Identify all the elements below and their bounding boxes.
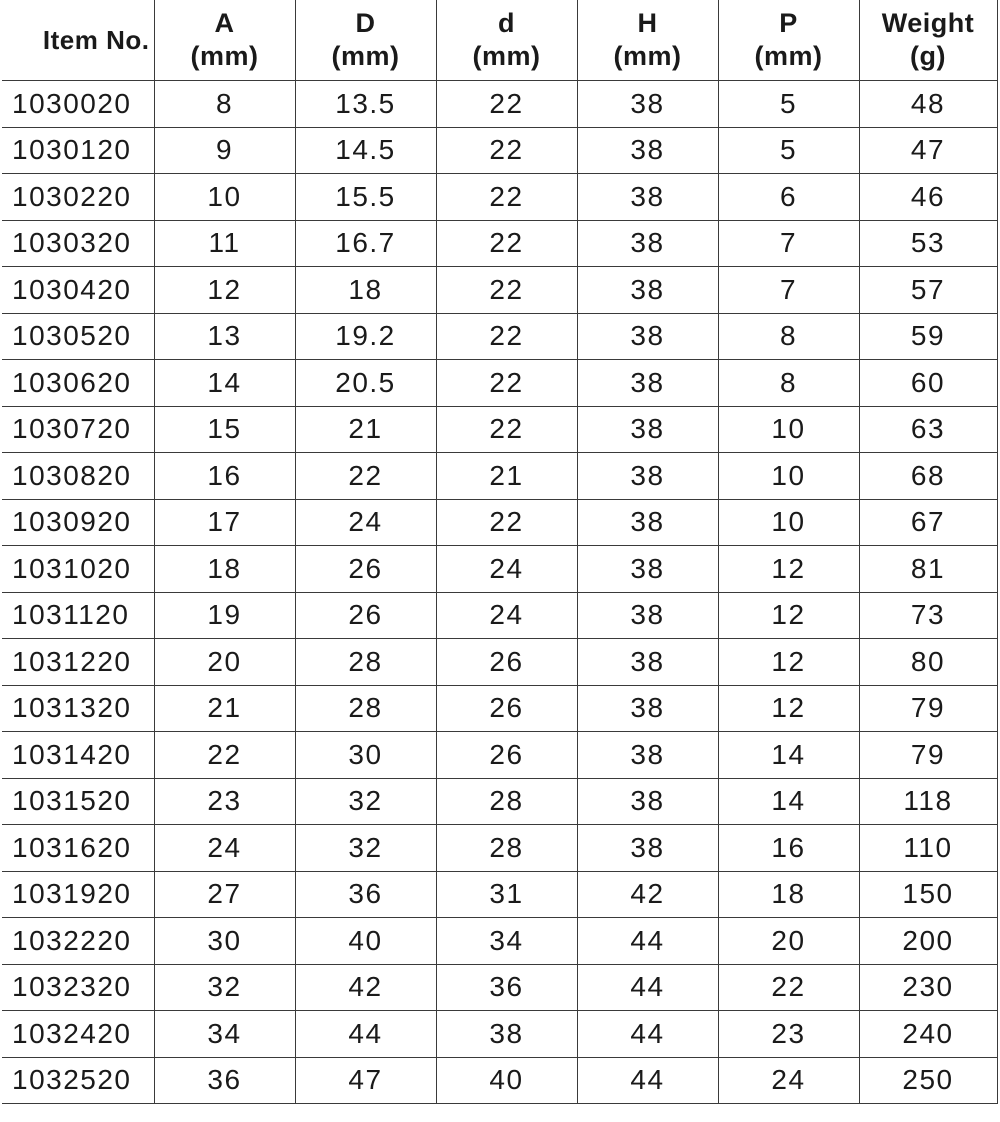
cell-d-inner: 36 xyxy=(436,964,577,1011)
cell-p: 10 xyxy=(718,499,859,546)
cell-d-inner: 22 xyxy=(436,81,577,128)
cell-weight: 68 xyxy=(859,453,997,500)
cell-item-no: 1030020 xyxy=(2,81,154,128)
column-header-d-inner xyxy=(436,0,577,81)
cell-p: 24 xyxy=(718,1057,859,1104)
cell-d-inner: 22 xyxy=(436,220,577,267)
column-header-label: Weight xyxy=(881,8,975,38)
cell-d-outer: 14.5 xyxy=(295,127,436,174)
cell-h: 38 xyxy=(577,546,718,593)
cell-d-inner: 31 xyxy=(436,871,577,918)
table-row xyxy=(2,1011,997,1058)
cell-a: 9 xyxy=(154,127,295,174)
cell-a: 17 xyxy=(154,499,295,546)
column-header-label: H xyxy=(637,8,658,38)
cell-d-inner: 22 xyxy=(436,360,577,407)
cell-item-no: 1030820 xyxy=(2,453,154,500)
cell-p: 10 xyxy=(718,453,859,500)
cell-weight: 57 xyxy=(859,267,997,314)
cell-weight: 81 xyxy=(859,546,997,593)
cell-p: 10 xyxy=(718,406,859,453)
cell-h: 42 xyxy=(577,871,718,918)
cell-d-inner: 26 xyxy=(436,639,577,686)
column-header-unit: (mm) xyxy=(472,41,541,71)
cell-a: 10 xyxy=(154,174,295,221)
cell-d-outer: 47 xyxy=(295,1057,436,1104)
cell-d-inner: 28 xyxy=(436,825,577,872)
cell-weight: 63 xyxy=(859,406,997,453)
cell-item-no: 1030720 xyxy=(2,406,154,453)
cell-d-outer: 20.5 xyxy=(295,360,436,407)
column-header-p xyxy=(718,0,859,81)
cell-item-no: 1030120 xyxy=(2,127,154,174)
cell-d-inner: 24 xyxy=(436,546,577,593)
cell-d-inner: 22 xyxy=(436,174,577,221)
table-header xyxy=(2,0,997,81)
cell-a: 12 xyxy=(154,267,295,314)
cell-p: 7 xyxy=(718,220,859,267)
cell-item-no: 1031620 xyxy=(2,825,154,872)
cell-weight: 47 xyxy=(859,127,997,174)
cell-item-no: 1031320 xyxy=(2,685,154,732)
table-row xyxy=(2,592,997,639)
column-header-unit: (mm) xyxy=(190,41,259,71)
cell-h: 38 xyxy=(577,685,718,732)
cell-d-outer: 26 xyxy=(295,546,436,593)
cell-d-outer: 28 xyxy=(295,685,436,732)
cell-d-inner: 22 xyxy=(436,127,577,174)
cell-p: 20 xyxy=(718,918,859,965)
cell-weight: 250 xyxy=(859,1057,997,1104)
cell-a: 15 xyxy=(154,406,295,453)
cell-h: 38 xyxy=(577,406,718,453)
column-header-unit: (mm) xyxy=(613,41,682,71)
table-row xyxy=(2,499,997,546)
cell-h: 44 xyxy=(577,1011,718,1058)
table-row xyxy=(2,81,997,128)
table-row xyxy=(2,685,997,732)
cell-d-inner: 40 xyxy=(436,1057,577,1104)
spec-table xyxy=(2,0,998,1104)
cell-p: 12 xyxy=(718,639,859,686)
cell-d-outer: 22 xyxy=(295,453,436,500)
cell-d-outer: 26 xyxy=(295,592,436,639)
cell-h: 38 xyxy=(577,453,718,500)
cell-weight: 110 xyxy=(859,825,997,872)
cell-weight: 150 xyxy=(859,871,997,918)
cell-a: 14 xyxy=(154,360,295,407)
cell-h: 38 xyxy=(577,81,718,128)
cell-p: 5 xyxy=(718,81,859,128)
cell-d-outer: 15.5 xyxy=(295,174,436,221)
cell-a: 34 xyxy=(154,1011,295,1058)
cell-d-outer: 21 xyxy=(295,406,436,453)
cell-h: 44 xyxy=(577,918,718,965)
cell-h: 38 xyxy=(577,732,718,779)
cell-a: 13 xyxy=(154,313,295,360)
cell-p: 12 xyxy=(718,592,859,639)
cell-a: 24 xyxy=(154,825,295,872)
cell-a: 18 xyxy=(154,546,295,593)
column-header-label: A xyxy=(214,8,235,38)
column-header-label: D xyxy=(355,8,376,38)
column-header-item-no xyxy=(2,0,154,81)
cell-item-no: 1032220 xyxy=(2,918,154,965)
cell-a: 36 xyxy=(154,1057,295,1104)
cell-weight: 73 xyxy=(859,592,997,639)
cell-a: 32 xyxy=(154,964,295,1011)
cell-p: 12 xyxy=(718,685,859,732)
cell-a: 30 xyxy=(154,918,295,965)
cell-item-no: 1031120 xyxy=(2,592,154,639)
cell-item-no: 1032520 xyxy=(2,1057,154,1104)
cell-d-inner: 38 xyxy=(436,1011,577,1058)
cell-weight: 240 xyxy=(859,1011,997,1058)
table-row xyxy=(2,1057,997,1104)
cell-d-inner: 21 xyxy=(436,453,577,500)
cell-item-no: 1030520 xyxy=(2,313,154,360)
cell-item-no: 1030420 xyxy=(2,267,154,314)
cell-item-no: 1031420 xyxy=(2,732,154,779)
table-row xyxy=(2,220,997,267)
cell-p: 14 xyxy=(718,778,859,825)
cell-d-inner: 28 xyxy=(436,778,577,825)
cell-h: 38 xyxy=(577,639,718,686)
cell-item-no: 1032320 xyxy=(2,964,154,1011)
cell-d-outer: 42 xyxy=(295,964,436,1011)
table-row xyxy=(2,406,997,453)
cell-h: 44 xyxy=(577,1057,718,1104)
cell-h: 44 xyxy=(577,964,718,1011)
cell-item-no: 1031020 xyxy=(2,546,154,593)
cell-h: 38 xyxy=(577,267,718,314)
table-row xyxy=(2,360,997,407)
cell-d-inner: 26 xyxy=(436,685,577,732)
cell-p: 22 xyxy=(718,964,859,1011)
table-row xyxy=(2,964,997,1011)
cell-d-outer: 36 xyxy=(295,871,436,918)
column-header-label: d xyxy=(498,8,515,38)
cell-d-inner: 22 xyxy=(436,267,577,314)
cell-d-outer: 40 xyxy=(295,918,436,965)
table-row xyxy=(2,313,997,360)
table-row xyxy=(2,825,997,872)
cell-d-outer: 18 xyxy=(295,267,436,314)
cell-d-outer: 32 xyxy=(295,778,436,825)
cell-h: 38 xyxy=(577,778,718,825)
cell-weight: 46 xyxy=(859,174,997,221)
table-row xyxy=(2,546,997,593)
cell-h: 38 xyxy=(577,825,718,872)
header-row xyxy=(2,0,997,81)
column-header-d-outer xyxy=(295,0,436,81)
column-header-unit: (mm) xyxy=(331,41,400,71)
cell-weight: 60 xyxy=(859,360,997,407)
cell-item-no: 1030220 xyxy=(2,174,154,221)
cell-item-no: 1032420 xyxy=(2,1011,154,1058)
table-row xyxy=(2,174,997,221)
table-row xyxy=(2,871,997,918)
column-header-h xyxy=(577,0,718,81)
cell-weight: 79 xyxy=(859,685,997,732)
cell-d-inner: 22 xyxy=(436,499,577,546)
column-header-unit: (g) xyxy=(910,41,946,71)
cell-d-outer: 24 xyxy=(295,499,436,546)
cell-a: 19 xyxy=(154,592,295,639)
cell-p: 7 xyxy=(718,267,859,314)
cell-p: 6 xyxy=(718,174,859,221)
cell-weight: 79 xyxy=(859,732,997,779)
cell-d-outer: 28 xyxy=(295,639,436,686)
column-header-a xyxy=(154,0,295,81)
cell-weight: 67 xyxy=(859,499,997,546)
cell-item-no: 1030920 xyxy=(2,499,154,546)
cell-h: 38 xyxy=(577,127,718,174)
cell-weight: 230 xyxy=(859,964,997,1011)
cell-a: 16 xyxy=(154,453,295,500)
cell-a: 20 xyxy=(154,639,295,686)
table-row xyxy=(2,732,997,779)
column-header-label: Item No. xyxy=(42,24,150,55)
cell-p: 18 xyxy=(718,871,859,918)
cell-p: 16 xyxy=(718,825,859,872)
cell-h: 38 xyxy=(577,592,718,639)
cell-d-inner: 22 xyxy=(436,313,577,360)
column-header-label: P xyxy=(779,8,798,38)
cell-p: 12 xyxy=(718,546,859,593)
cell-item-no: 1031520 xyxy=(2,778,154,825)
cell-a: 11 xyxy=(154,220,295,267)
cell-h: 38 xyxy=(577,174,718,221)
column-header-weight xyxy=(859,0,997,81)
table-body xyxy=(2,81,997,1104)
cell-weight: 59 xyxy=(859,313,997,360)
table-row xyxy=(2,778,997,825)
cell-d-inner: 26 xyxy=(436,732,577,779)
table-row xyxy=(2,453,997,500)
cell-a: 22 xyxy=(154,732,295,779)
cell-d-outer: 19.2 xyxy=(295,313,436,360)
table-row xyxy=(2,127,997,174)
cell-a: 21 xyxy=(154,685,295,732)
column-header-unit: (mm) xyxy=(754,41,823,71)
cell-h: 38 xyxy=(577,499,718,546)
table-row xyxy=(2,918,997,965)
table-row xyxy=(2,639,997,686)
cell-item-no: 1030620 xyxy=(2,360,154,407)
cell-d-outer: 30 xyxy=(295,732,436,779)
cell-item-no: 1030320 xyxy=(2,220,154,267)
cell-p: 14 xyxy=(718,732,859,779)
cell-a: 23 xyxy=(154,778,295,825)
cell-d-inner: 34 xyxy=(436,918,577,965)
cell-d-outer: 13.5 xyxy=(295,81,436,128)
cell-p: 8 xyxy=(718,360,859,407)
cell-d-inner: 24 xyxy=(436,592,577,639)
cell-h: 38 xyxy=(577,220,718,267)
cell-p: 5 xyxy=(718,127,859,174)
cell-item-no: 1031920 xyxy=(2,871,154,918)
cell-weight: 118 xyxy=(859,778,997,825)
cell-d-outer: 32 xyxy=(295,825,436,872)
table-row xyxy=(2,267,997,314)
cell-weight: 53 xyxy=(859,220,997,267)
cell-d-inner: 22 xyxy=(436,406,577,453)
cell-a: 8 xyxy=(154,81,295,128)
cell-h: 38 xyxy=(577,313,718,360)
cell-h: 38 xyxy=(577,360,718,407)
cell-d-outer: 44 xyxy=(295,1011,436,1058)
cell-p: 8 xyxy=(718,313,859,360)
cell-item-no: 1031220 xyxy=(2,639,154,686)
cell-a: 27 xyxy=(154,871,295,918)
cell-weight: 48 xyxy=(859,81,997,128)
cell-weight: 200 xyxy=(859,918,997,965)
cell-p: 23 xyxy=(718,1011,859,1058)
cell-weight: 80 xyxy=(859,639,997,686)
cell-d-outer: 16.7 xyxy=(295,220,436,267)
